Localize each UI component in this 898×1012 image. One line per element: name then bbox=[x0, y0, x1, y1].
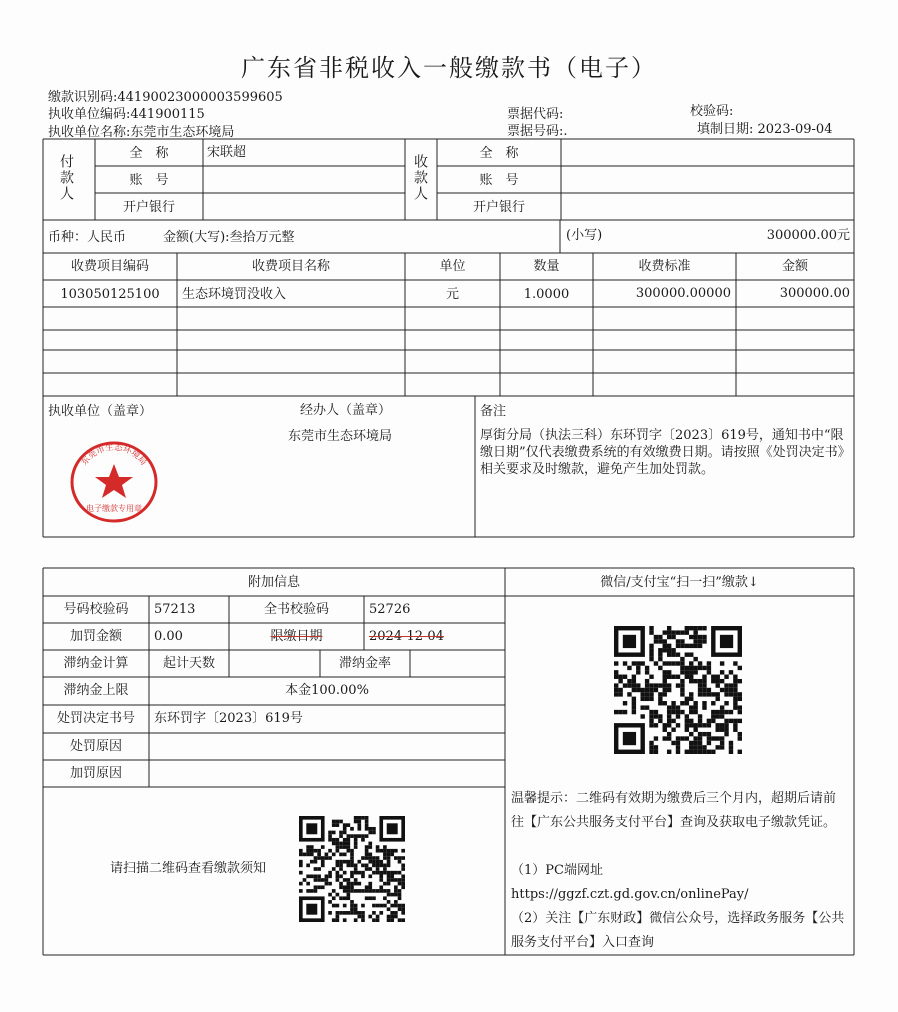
penalty-amount-label: 加罚金额 bbox=[69, 629, 122, 644]
col-unit-header: 单位 bbox=[439, 259, 466, 274]
penalty-reason-label: 加罚原因 bbox=[69, 766, 122, 781]
bill-code: 票据代码: bbox=[507, 107, 564, 122]
notice-qr-code[interactable] bbox=[299, 816, 405, 922]
bill-no: 票据号码:. bbox=[507, 124, 568, 139]
svg-text:东莞市生态环境局: 东莞市生态环境局 bbox=[79, 442, 149, 468]
row-amount: 300000.00 bbox=[779, 286, 850, 301]
full-check-value: 52726 bbox=[369, 602, 411, 617]
row-qty: 1.0000 bbox=[523, 287, 570, 302]
payer-name-value: 宋联超 bbox=[207, 145, 247, 160]
col-qty-header: 数量 bbox=[533, 259, 560, 274]
payee-label: 收款人 bbox=[412, 154, 428, 202]
fill-date: 填制日期: 2023-09-04 bbox=[697, 122, 833, 137]
reason-label: 处罚原因 bbox=[69, 739, 122, 754]
payment-id: 缴款识别码:4419002300000359960​5 bbox=[48, 90, 283, 105]
extra-title: 附加信息 bbox=[247, 575, 300, 590]
scan-note: 请扫描二维码查看缴款须知 bbox=[110, 861, 267, 876]
decision-value: 东环罚字〔2023〕619号 bbox=[154, 711, 303, 726]
col-code-header: 收费项目编码 bbox=[70, 259, 149, 274]
deadline-label: 限缴日期 bbox=[270, 629, 323, 644]
late-fee-label: 滞纳金计算 bbox=[63, 656, 129, 671]
col-amount-header: 金额 bbox=[781, 259, 808, 274]
late-rate-label: 滞纳金率 bbox=[338, 656, 391, 671]
penalty-amount-value: 0.00 bbox=[154, 629, 183, 644]
pay-tip-4: （2）关注【广东财政】微信公众号，选择政务服务【公共服务支付平台】入口查询 bbox=[511, 911, 845, 950]
col-name-header: 收费项目名称 bbox=[251, 259, 330, 274]
unit-code: 执收单位编码:441900115 bbox=[48, 107, 205, 122]
remark-label: 备注 bbox=[480, 404, 507, 419]
collecting-unit-label: 执收单位（盖章） bbox=[48, 404, 153, 419]
amount-upper: 金额(大写):叁拾万元整 bbox=[163, 230, 295, 245]
svg-text:电子缴款专用章: 电子缴款专用章 bbox=[86, 504, 142, 513]
pay-tip-2: （1）PC端网址 bbox=[511, 863, 603, 878]
late-cap-value: 本金100.00% bbox=[285, 683, 369, 698]
payer-label: 付款人 bbox=[58, 154, 74, 202]
num-check-value: 57213 bbox=[154, 602, 196, 617]
pay-title: 微信/支付宝“扫一扫”缴款↓ bbox=[600, 575, 759, 590]
remark-text: 厚街分局（执法三科）东环罚字〔2023〕619号，通知书中“限缴日期”仅代表缴费系统的有效缴费日期。请按照《处罚决定书》相关要求及时缴款，避免产生加处罚款。 bbox=[480, 428, 845, 477]
page-title: 广东省非税收入一般缴款书（电子） bbox=[241, 54, 657, 82]
unit-name: 执收单位名称:东莞市生态环境局 bbox=[48, 125, 235, 140]
payee-bank-label: 开户银行 bbox=[472, 200, 525, 215]
amount-lower-label: (小写) bbox=[566, 228, 603, 243]
row-name: 生态环境罚没收入 bbox=[182, 287, 287, 302]
col-std-header: 收费标准 bbox=[638, 259, 691, 274]
handler-value: 东莞市生态环境局 bbox=[288, 429, 393, 444]
pay-url[interactable]: https://ggzf.czt.gd.gov.cn/onlinePay/ bbox=[511, 887, 749, 902]
payer-account-label: 账 号 bbox=[129, 173, 169, 188]
currency: 币种：人民币 bbox=[48, 230, 127, 245]
payee-account-label: 账 号 bbox=[479, 173, 519, 188]
deadline-value: 2024-12-04 bbox=[369, 629, 444, 644]
row-std: 300000.00000 bbox=[635, 286, 731, 301]
check-code: 校验码: bbox=[690, 104, 734, 119]
payee-name-label: 全 称 bbox=[479, 146, 519, 161]
start-days-label: 起计天数 bbox=[162, 656, 215, 671]
amount-lower-value: 300000.00元 bbox=[766, 228, 850, 243]
late-cap-label: 滞纳金上限 bbox=[63, 683, 129, 698]
decision-label: 处罚决定书号 bbox=[56, 711, 135, 726]
official-seal bbox=[66, 436, 162, 524]
payer-bank-label: 开户银行 bbox=[122, 200, 175, 215]
payer-name-label: 全 称 bbox=[129, 146, 169, 161]
handler-label: 经办人（盖章） bbox=[300, 403, 392, 418]
pay-tip-1: 温馨提示：二维码有效期为缴费后三个月内，超期后请前往【广东公共服务支付平台】查询及获取电子缴款凭证。 bbox=[511, 791, 837, 830]
payment-qr-code[interactable] bbox=[614, 626, 742, 754]
row-code: 103050125100 bbox=[60, 287, 160, 302]
row-unit: 元 bbox=[445, 287, 459, 302]
full-check-label: 全书校验码 bbox=[263, 602, 329, 617]
num-check-label: 号码校验码 bbox=[63, 602, 129, 617]
